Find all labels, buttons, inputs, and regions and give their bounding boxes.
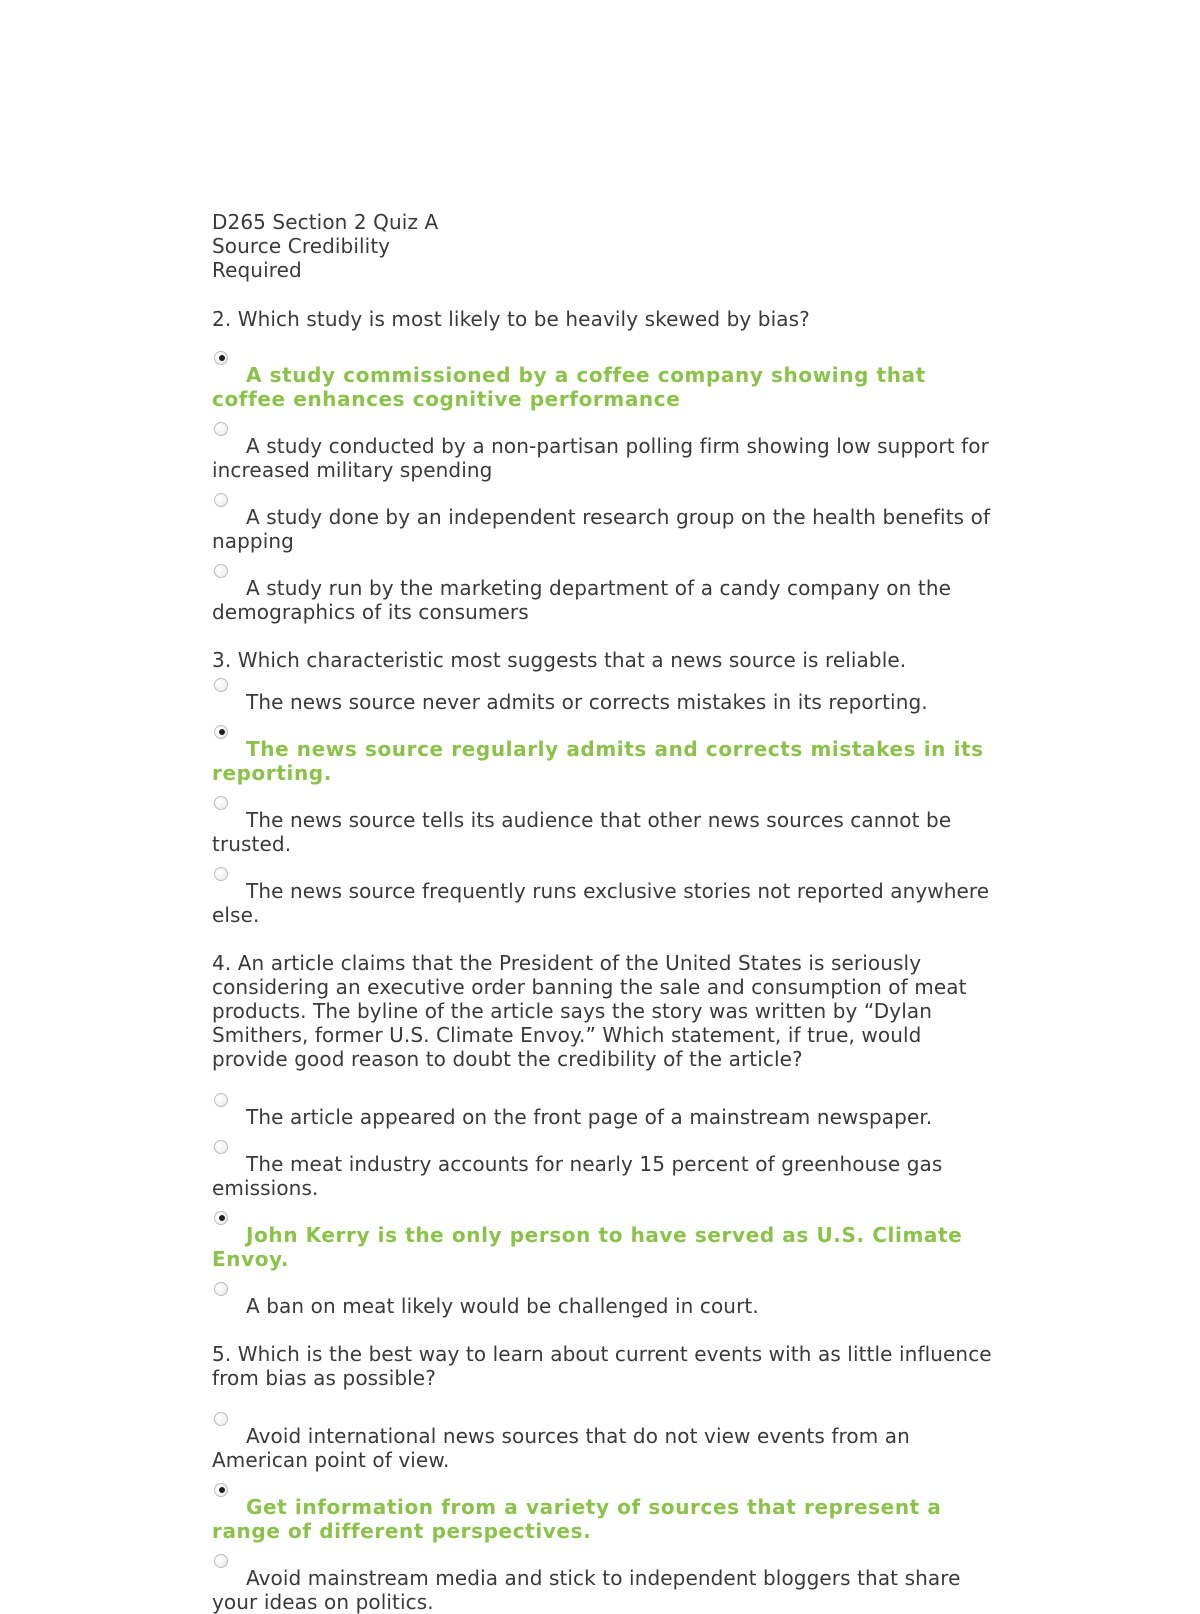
option-label: A study conducted by a non-partisan polling firm showing low support for increased military spending bbox=[212, 434, 989, 482]
question-2: 2. Which study is most likely to be heavily skewed by bias? bbox=[212, 307, 810, 331]
option-label: The news source tells its audience that other news sources cannot be trusted. bbox=[212, 808, 952, 856]
option-label: Get information from a variety of sources that represent a range of different perspectives. bbox=[212, 1495, 942, 1543]
radio-unselected-icon[interactable] bbox=[214, 1282, 228, 1296]
quiz-document bbox=[212, 210, 1002, 1614]
option-label: A study commissioned by a coffee company showing that coffee enhances cognitive performance bbox=[212, 363, 926, 411]
radio-selected-icon[interactable] bbox=[214, 1211, 228, 1225]
option-label: A study run by the marketing department of a candy company on the demographics of its consumers bbox=[212, 576, 951, 624]
answer-option[interactable] bbox=[212, 1483, 1002, 1543]
answer-option[interactable] bbox=[212, 1412, 1002, 1472]
radio-unselected-icon[interactable] bbox=[214, 1412, 228, 1426]
radio-selected-icon[interactable] bbox=[214, 351, 228, 365]
radio-selected-icon[interactable] bbox=[214, 1483, 228, 1497]
answer-option[interactable] bbox=[212, 1554, 1002, 1614]
question-5-options bbox=[212, 1412, 1002, 1614]
option-label: The meat industry accounts for nearly 15 percent of greenhouse gas emissions. bbox=[212, 1152, 943, 1200]
answer-option[interactable] bbox=[212, 493, 1002, 553]
option-label: John Kerry is the only person to have served as U.S. Climate Envoy. bbox=[212, 1223, 963, 1271]
question-2-options bbox=[212, 351, 1002, 624]
radio-unselected-icon[interactable] bbox=[214, 564, 228, 578]
radio-unselected-icon[interactable] bbox=[214, 1093, 228, 1107]
answer-option[interactable] bbox=[212, 1093, 1002, 1129]
question-4: 4. An article claims that the President of the United States is seriously considering an executive order banning the sale and consumption of meat products. The byline of the article says the story was written by “Dylan Smithers, former U.S. Climate Envoy.” Which statement, if true, would provide good reason to doubt the credibility of the article? bbox=[212, 951, 967, 1071]
quiz-subtitle: Source Credibility bbox=[212, 234, 391, 258]
radio-selected-icon[interactable] bbox=[214, 725, 228, 739]
radio-unselected-icon[interactable] bbox=[214, 867, 228, 881]
quiz-title: D265 Section 2 Quiz A bbox=[212, 210, 439, 234]
question-5: 5. Which is the best way to learn about current events with as little influence from bias as possible? bbox=[212, 1342, 992, 1390]
answer-option[interactable] bbox=[212, 725, 1002, 785]
option-label: The news source regularly admits and corrects mistakes in its reporting. bbox=[212, 737, 984, 785]
radio-unselected-icon[interactable] bbox=[214, 1554, 228, 1568]
answer-option[interactable] bbox=[212, 564, 1002, 624]
question-3-options bbox=[212, 678, 1002, 927]
answer-option[interactable] bbox=[212, 1282, 1002, 1318]
radio-unselected-icon[interactable] bbox=[214, 422, 228, 436]
option-label: Avoid international news sources that do not view events from an American point of view. bbox=[212, 1424, 910, 1472]
required-label: Required bbox=[212, 258, 302, 282]
answer-option[interactable] bbox=[212, 1211, 1002, 1271]
option-label: The news source never admits or corrects mistakes in its reporting. bbox=[246, 690, 928, 714]
answer-option[interactable] bbox=[212, 678, 1002, 714]
answer-option[interactable] bbox=[212, 422, 1002, 482]
answer-option[interactable] bbox=[212, 351, 1002, 411]
option-label: The article appeared on the front page of a mainstream newspaper. bbox=[246, 1105, 933, 1129]
radio-unselected-icon[interactable] bbox=[214, 796, 228, 810]
option-label: Avoid mainstream media and stick to independent bloggers that share your ideas on politics. bbox=[212, 1566, 961, 1614]
radio-unselected-icon[interactable] bbox=[214, 678, 228, 692]
option-label: A ban on meat likely would be challenged in court. bbox=[246, 1294, 759, 1318]
option-label: A study done by an independent research group on the health benefits of napping bbox=[212, 505, 991, 553]
answer-option[interactable] bbox=[212, 867, 1002, 927]
answer-option[interactable] bbox=[212, 1140, 1002, 1200]
question-3: 3. Which characteristic most suggests that a news source is reliable. bbox=[212, 648, 907, 672]
option-label: The news source frequently runs exclusive stories not reported anywhere else. bbox=[212, 879, 990, 927]
radio-unselected-icon[interactable] bbox=[214, 1140, 228, 1154]
question-4-options bbox=[212, 1093, 1002, 1318]
radio-unselected-icon[interactable] bbox=[214, 493, 228, 507]
answer-option[interactable] bbox=[212, 796, 1002, 856]
